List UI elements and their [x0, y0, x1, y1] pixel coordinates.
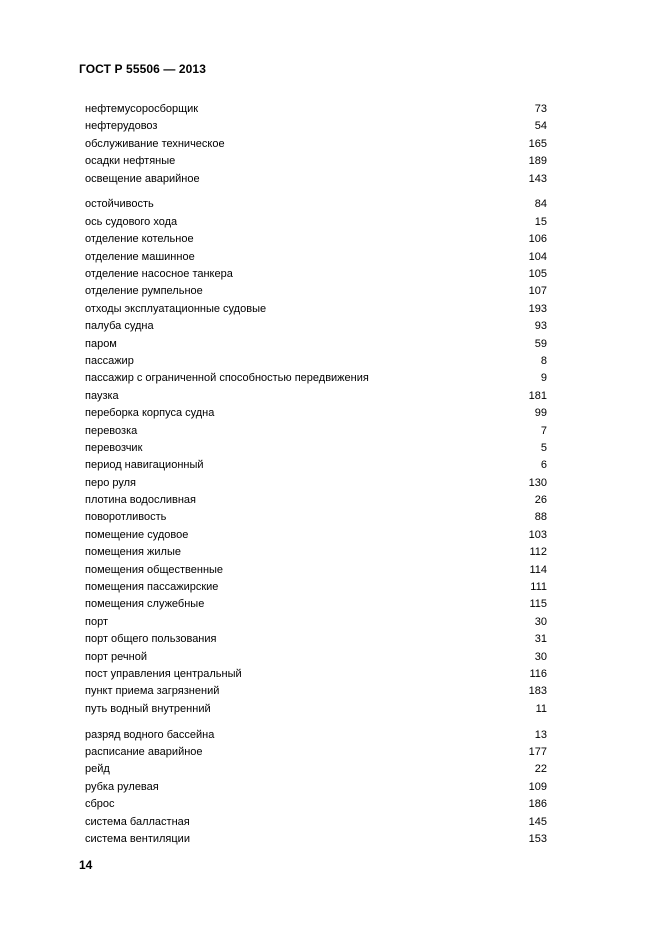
index-group: [85, 101, 547, 188]
index-entry: [85, 475, 547, 492]
index-term: порт речной: [85, 650, 147, 663]
index-page-ref: 26: [534, 494, 547, 507]
index-entry: [85, 596, 547, 613]
index-page-ref: 153: [528, 833, 547, 846]
index-page-ref: 93: [534, 320, 547, 333]
index-page-ref: 104: [528, 250, 547, 263]
index-term: остойчивость: [85, 198, 154, 211]
index-term: поворотливость: [85, 511, 167, 524]
index-page-ref: 15: [534, 215, 547, 228]
index-page-ref: 107: [528, 285, 547, 298]
index-page-ref: 31: [534, 633, 547, 646]
index-page-ref: 186: [528, 798, 547, 811]
index-term: помещения служебные: [85, 598, 205, 611]
index-group: [85, 727, 547, 849]
index-page-ref: 114: [529, 563, 547, 576]
index-term: освещение аварийное: [85, 172, 200, 185]
index-page-ref: 145: [528, 815, 547, 828]
index-entry: [85, 153, 547, 170]
index-term: перевозка: [85, 424, 138, 437]
index-page-ref: 22: [534, 763, 547, 776]
index-term: рубка рулевая: [85, 780, 159, 793]
index-page-ref: 103: [528, 528, 547, 541]
index-group: [85, 196, 547, 718]
index-entry: [85, 562, 547, 579]
index-term: порт общего пользования: [85, 633, 217, 646]
index-term: отделение румпельное: [85, 285, 203, 298]
index-term: система вентиляции: [85, 833, 190, 846]
index-entry: [85, 666, 547, 683]
index-entry: [85, 831, 547, 848]
index-page-ref: 6: [540, 459, 547, 472]
page-number: 14: [79, 858, 93, 872]
index-entry: [85, 370, 547, 387]
index-page-ref: 111: [530, 581, 547, 594]
index-page-ref: 183: [528, 685, 547, 698]
index-term: паром: [85, 337, 117, 350]
index-entry: [85, 301, 547, 318]
index-term: помещения пассажирские: [85, 581, 219, 594]
index-term: разряд водного бассейна: [85, 728, 215, 741]
index-term: помещения жилые: [85, 546, 181, 559]
index-entry: [85, 388, 547, 405]
index-term: пассажир с ограниченной способностью передвижения: [85, 372, 369, 385]
index-term: нефтерудовоз: [85, 120, 158, 133]
index-entry: [85, 727, 547, 744]
index-page-ref: 8: [540, 354, 547, 367]
index-term: помещения общественные: [85, 563, 224, 576]
index-page-ref: 130: [528, 476, 547, 489]
index-page-ref: 109: [528, 780, 547, 793]
index-entry: [85, 440, 547, 457]
index-entry: [85, 457, 547, 474]
index-page-ref: 112: [529, 546, 547, 559]
index-term: паузка: [85, 389, 119, 402]
index-page-ref: 177: [528, 746, 547, 759]
index-term: пункт приема загрязнений: [85, 685, 220, 698]
index-term: расписание аварийное: [85, 746, 203, 759]
index-entry: [85, 136, 547, 153]
index-term: пост управления центральный: [85, 668, 242, 680]
index-entry: [85, 266, 547, 283]
index-page-ref: 84: [534, 198, 547, 211]
index-entry: [85, 744, 547, 761]
index-term: палуба судна: [85, 320, 154, 333]
index-entry: [85, 579, 547, 596]
index-page-ref: 5: [540, 441, 547, 454]
index-page-ref: 59: [534, 337, 547, 350]
index-entry: [85, 649, 547, 666]
index-entry: [85, 814, 547, 831]
index-term: плотина водосливная: [85, 494, 196, 507]
index-term: отделение насосное танкера: [85, 268, 233, 281]
alphabetical-index: [85, 101, 547, 848]
index-entry: [85, 544, 547, 561]
index-term: перевозчик: [85, 441, 143, 454]
index-entry: [85, 683, 547, 700]
index-term: нефтемусоросборщик: [85, 103, 199, 115]
index-page-ref: 30: [534, 615, 547, 628]
index-entry: [85, 353, 547, 370]
index-page-ref: 106: [528, 233, 547, 246]
index-entry: [85, 631, 547, 648]
index-entry: [85, 405, 547, 422]
index-entry: [85, 283, 547, 300]
index-term: обслуживание техническое: [85, 137, 225, 150]
index-term: осадки нефтяные: [85, 155, 176, 168]
index-term: рейд: [85, 763, 110, 776]
index-page-ref: 54: [534, 120, 547, 133]
index-page-ref: 7: [540, 424, 547, 437]
index-entry: [85, 231, 547, 248]
index-entry: [85, 101, 547, 118]
index-page-ref: 143: [528, 172, 547, 185]
index-term: перо руля: [85, 476, 136, 489]
index-entry: [85, 196, 547, 213]
index-term: переборка корпуса судна: [85, 407, 215, 420]
index-entry: [85, 249, 547, 266]
index-page-ref: 13: [534, 728, 547, 741]
index-page-ref: 30: [534, 650, 547, 663]
index-page-ref: 99: [534, 407, 547, 420]
index-page-ref: 116: [529, 668, 547, 680]
index-page-ref: 9: [540, 372, 547, 385]
index-term: ось судового хода: [85, 215, 178, 228]
index-term: отделение котельное: [85, 233, 194, 246]
index-term: отходы эксплуатационные судовые: [85, 302, 267, 315]
index-page-ref: 73: [534, 103, 547, 115]
index-term: отделение машинное: [85, 250, 195, 263]
index-entry: [85, 527, 547, 544]
index-entry: [85, 701, 547, 718]
index-page-ref: 115: [529, 598, 547, 611]
index-page-ref: 181: [528, 389, 547, 402]
index-entry: [85, 614, 547, 631]
index-entry: [85, 492, 547, 509]
document-header: ГОСТ Р 55506 — 2013: [79, 62, 206, 76]
index-entry: [85, 796, 547, 813]
index-term: сброс: [85, 798, 115, 811]
index-entry: [85, 118, 547, 135]
index-entry: [85, 779, 547, 796]
index-entry: [85, 171, 547, 188]
index-page-ref: 189: [528, 155, 547, 168]
index-term: пассажир: [85, 354, 134, 367]
index-term: система балластная: [85, 815, 190, 828]
index-entry: [85, 318, 547, 335]
index-term: период навигационный: [85, 459, 204, 472]
index-page-ref: 88: [534, 511, 547, 524]
index-entry: [85, 509, 547, 526]
index-entry: [85, 423, 547, 440]
index-term: порт: [85, 615, 108, 628]
index-term: путь водный внутренний: [85, 702, 211, 715]
index-page-ref: 193: [528, 302, 547, 315]
index-page-ref: 105: [528, 268, 547, 281]
index-page-ref: 11: [535, 702, 547, 715]
index-term: помещение судовое: [85, 528, 189, 541]
index-entry: [85, 761, 547, 778]
index-entry: [85, 336, 547, 353]
index-entry: [85, 214, 547, 231]
index-page-ref: 165: [528, 137, 547, 150]
